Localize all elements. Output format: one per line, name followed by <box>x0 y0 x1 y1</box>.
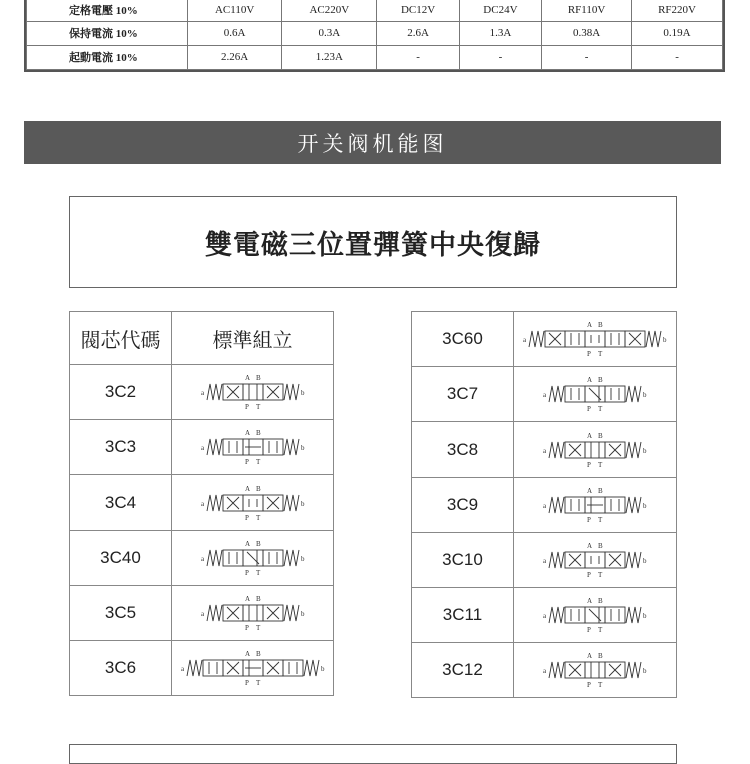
svg-text:b: b <box>300 444 304 452</box>
table-row <box>70 475 334 531</box>
svg-text:B: B <box>255 540 261 548</box>
svg-text:a: a <box>543 502 547 510</box>
svg-text:b: b <box>300 555 304 563</box>
svg-text:a: a <box>200 389 204 397</box>
svg-text:b: b <box>643 391 647 399</box>
svg-text:b: b <box>643 502 647 510</box>
valve-symbol-icon <box>193 425 313 469</box>
spool-code: 3C10 <box>412 533 514 588</box>
svg-text:T: T <box>598 460 603 469</box>
svg-text:P: P <box>587 626 591 634</box>
valve-symbol-icon <box>193 481 313 525</box>
svg-text:T: T <box>598 571 603 579</box>
spool-code: 3C60 <box>412 312 514 367</box>
spec-cell: - <box>542 45 632 69</box>
svg-text:a: a <box>543 446 547 455</box>
spec-cell: - <box>632 45 723 69</box>
spec-row-inrush-current <box>27 45 723 69</box>
svg-text:B: B <box>255 650 261 658</box>
header-standard-assembly: 標準組立 <box>172 312 334 365</box>
svg-text:a: a <box>543 667 547 675</box>
svg-text:A: A <box>587 321 593 329</box>
svg-text:A: A <box>244 595 250 603</box>
valve-symbol-cell <box>514 422 677 478</box>
svg-text:P: P <box>587 405 591 413</box>
svg-text:A: A <box>244 484 250 493</box>
spool-table-left <box>69 311 334 696</box>
svg-text:a: a <box>200 499 204 508</box>
spool-table-right <box>411 311 677 698</box>
spool-code: 3C2 <box>70 365 172 420</box>
section-banner: 开关阀机能图 <box>24 121 721 164</box>
svg-text:T: T <box>255 569 260 577</box>
spool-table-header <box>70 312 334 365</box>
svg-text:a: a <box>543 391 547 399</box>
spool-code: 3C11 <box>412 588 514 643</box>
svg-text:B: B <box>598 597 603 605</box>
spool-code: 3C40 <box>70 531 172 586</box>
svg-text:P: P <box>244 679 249 687</box>
spool-code: 3C12 <box>412 643 514 698</box>
spool-code: 3C9 <box>412 478 514 533</box>
spec-cell: 1.3A <box>459 21 541 45</box>
svg-text:T: T <box>598 405 603 413</box>
svg-text:T: T <box>598 626 603 634</box>
svg-text:a: a <box>543 612 547 620</box>
spec-cell: 1.23A <box>282 45 377 69</box>
table-row <box>70 531 334 586</box>
spool-code: 3C7 <box>412 367 514 422</box>
table-row <box>412 533 677 588</box>
svg-text:B: B <box>598 652 603 660</box>
spec-table <box>24 0 725 72</box>
svg-text:P: P <box>587 516 591 524</box>
valve-symbol-cell <box>514 367 677 422</box>
svg-text:b: b <box>663 336 667 344</box>
valve-symbol-icon <box>535 483 655 527</box>
valve-symbol-cell <box>514 312 677 367</box>
svg-text:B: B <box>255 595 261 603</box>
valve-symbol-cell <box>514 478 677 533</box>
spool-code: 3C4 <box>70 475 172 531</box>
svg-text:a: a <box>200 555 204 563</box>
svg-text:b: b <box>643 667 647 675</box>
spool-code: 3C6 <box>70 641 172 696</box>
svg-text:A: A <box>587 652 593 660</box>
spec-cell: 2.6A <box>377 21 459 45</box>
valve-symbol-icon <box>193 591 313 635</box>
spec-cell: RF220V <box>632 0 723 21</box>
spec-cell: - <box>459 45 541 69</box>
table-row <box>412 643 677 698</box>
spec-cell: 0.38A <box>542 21 632 45</box>
spec-cell: RF110V <box>542 0 632 21</box>
svg-text:b: b <box>300 499 304 508</box>
svg-text:A: A <box>587 542 593 550</box>
svg-text:A: A <box>587 597 593 605</box>
svg-text:B: B <box>255 374 261 382</box>
svg-text:A: A <box>244 374 250 382</box>
spool-code: 3C5 <box>70 586 172 641</box>
table-row <box>70 420 334 475</box>
svg-text:T: T <box>255 624 260 632</box>
svg-text:T: T <box>255 679 260 687</box>
svg-text:b: b <box>300 610 304 618</box>
spec-cell: DC24V <box>459 0 541 21</box>
svg-text:B: B <box>598 376 603 384</box>
valve-symbol-icon <box>535 593 655 637</box>
svg-text:A: A <box>587 487 593 495</box>
svg-text:T: T <box>255 403 260 411</box>
svg-text:B: B <box>598 487 603 495</box>
svg-text:T: T <box>598 350 603 358</box>
table-row <box>412 478 677 533</box>
svg-text:B: B <box>255 429 261 437</box>
table-row <box>70 586 334 641</box>
valve-symbol-icon <box>173 646 333 690</box>
spec-cell: 0.3A <box>282 21 377 45</box>
table-row <box>412 312 677 367</box>
table-row <box>70 641 334 696</box>
valve-symbol-cell <box>172 365 334 420</box>
spec-row-holding-current <box>27 21 723 45</box>
svg-text:B: B <box>598 321 603 329</box>
svg-text:b: b <box>643 557 647 565</box>
spool-code: 3C8 <box>412 422 514 478</box>
spec-cell: AC110V <box>188 0 282 21</box>
spec-row-label: 起動電流 10% <box>27 45 188 69</box>
next-section-box <box>69 744 677 764</box>
table-row <box>412 367 677 422</box>
valve-symbol-cell <box>514 533 677 588</box>
svg-text:P: P <box>587 571 591 579</box>
svg-text:a: a <box>200 610 204 618</box>
svg-text:P: P <box>587 350 591 358</box>
table-row <box>70 365 334 420</box>
svg-text:B: B <box>255 484 261 493</box>
svg-text:A: A <box>244 540 250 548</box>
svg-text:A: A <box>587 376 593 384</box>
spool-code: 3C3 <box>70 420 172 475</box>
spec-cell: AC220V <box>282 0 377 21</box>
svg-text:P: P <box>244 513 249 522</box>
svg-text:P: P <box>587 460 591 469</box>
table-row <box>412 588 677 643</box>
valve-symbol-cell <box>172 420 334 475</box>
valve-symbol-icon <box>515 317 675 361</box>
spec-cell: DC12V <box>377 0 459 21</box>
svg-text:P: P <box>244 458 249 466</box>
svg-text:P: P <box>244 403 249 411</box>
spec-row-label: 定格電壓 10% <box>27 0 188 21</box>
svg-text:a: a <box>543 557 547 565</box>
valve-symbol-icon <box>535 538 655 582</box>
valve-symbol-cell <box>172 475 334 531</box>
svg-text:a: a <box>180 665 184 673</box>
valve-symbol-cell <box>514 643 677 698</box>
spec-row-voltage <box>27 0 723 21</box>
valve-symbol-cell <box>172 641 334 696</box>
svg-text:b: b <box>643 446 647 455</box>
valve-symbol-icon <box>535 648 655 692</box>
spec-cell: - <box>377 45 459 69</box>
svg-text:A: A <box>244 650 250 658</box>
valve-symbol-cell <box>172 531 334 586</box>
svg-text:P: P <box>244 624 249 632</box>
valve-symbol-cell <box>172 586 334 641</box>
svg-text:P: P <box>244 569 249 577</box>
svg-text:b: b <box>643 612 647 620</box>
valve-symbol-icon <box>193 370 313 414</box>
svg-text:A: A <box>244 429 250 437</box>
spec-cell: 0.6A <box>188 21 282 45</box>
spec-cell: 2.26A <box>188 45 282 69</box>
spec-cell: 0.19A <box>632 21 723 45</box>
subtitle-box: 雙電磁三位置彈簧中央復歸 <box>69 196 677 288</box>
svg-text:T: T <box>255 458 260 466</box>
svg-text:b: b <box>300 389 304 397</box>
valve-symbol-icon <box>535 428 655 472</box>
header-spool-code: 閥芯代碼 <box>70 312 172 365</box>
spec-row-label: 保持電流 10% <box>27 21 188 45</box>
svg-text:a: a <box>523 336 527 344</box>
svg-text:T: T <box>255 513 260 522</box>
svg-text:B: B <box>598 542 603 550</box>
svg-text:a: a <box>200 444 204 452</box>
valve-symbol-icon <box>535 372 655 416</box>
svg-text:P: P <box>587 681 591 689</box>
valve-symbol-cell <box>514 588 677 643</box>
svg-text:A: A <box>587 431 593 440</box>
svg-text:b: b <box>320 665 324 673</box>
svg-text:T: T <box>598 681 603 689</box>
valve-symbol-icon <box>193 536 313 580</box>
table-row <box>412 422 677 478</box>
svg-text:B: B <box>598 431 603 440</box>
svg-text:T: T <box>598 516 603 524</box>
